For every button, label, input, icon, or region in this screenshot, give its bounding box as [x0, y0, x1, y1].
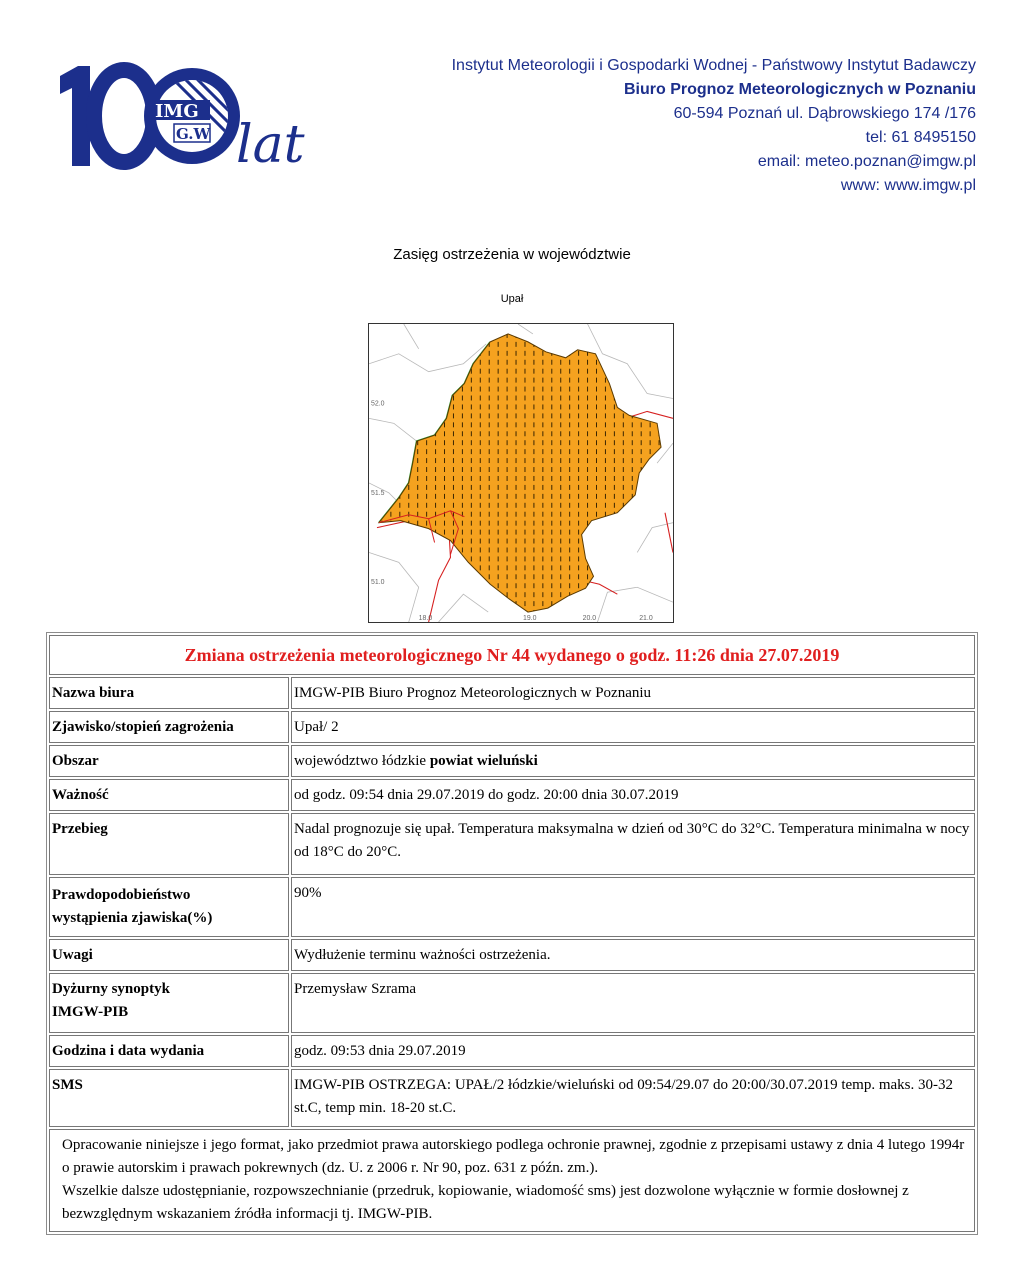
- table-row: [49, 1035, 975, 1067]
- copyright-notice-2: Wszelkie dalsze udostępnianie, rozpowszechnianie (przedruk, kopiowanie, wiadomość sms) jest dozwolone wyłącznie w formie dosłownej z bezwzględnym wskazaniem źródła informacji tj. IMGW-PIB.: [62, 1183, 909, 1222]
- row-label-office: Nazwa biura: [49, 677, 289, 709]
- lon-label-18: 18.0: [418, 615, 433, 622]
- table-row: [49, 677, 975, 709]
- row-label-course: Przebieg: [49, 813, 289, 875]
- table-row: [49, 877, 975, 937]
- org-address: 60-594 Poznań ul. Dąbrowskiego 174 /176: [673, 105, 976, 122]
- row-label-area: Obszar: [49, 745, 289, 777]
- lon-label-21: 21.0: [639, 615, 653, 622]
- org-office-name: Biuro Prognoz Meteorologicznych w Poznaniu: [623, 81, 976, 98]
- lat-label-51: 51.0: [371, 579, 385, 587]
- table-row: [49, 973, 975, 1033]
- row-value-area: [291, 745, 975, 777]
- row-value-phenomenon: Upał/ 2: [291, 711, 975, 743]
- org-email[interactable]: email: meteo.poznan@imgw.pl: [757, 153, 976, 170]
- table-row: [49, 779, 975, 811]
- row-value-course: Nadal prognozuje się upał. Temperatura maksymalna w dzień od 30°C do 32°C. Temperatura minimalna w nocy od 18°C do 20°C.: [291, 813, 975, 875]
- row-value-remarks: Wydłużenie terminu ważności ostrzeżenia.: [291, 939, 975, 971]
- area-voivodeship: województwo łódzkie: [294, 753, 430, 769]
- org-institute-name: Instytut Meteorologii i Gospodarki Wodnej - Państwowy Instytut Badawczy: [451, 57, 976, 74]
- svg-text:IMG: IMG: [155, 101, 199, 122]
- row-value-forecaster: Przemysław Szrama: [291, 973, 975, 1033]
- row-value-probability: 90%: [291, 877, 975, 937]
- lat-label-51-5: 51.5: [371, 489, 385, 497]
- table-row: [49, 1069, 975, 1127]
- area-county: powiat wieluński: [429, 753, 538, 769]
- organization-contact-block: [376, 54, 976, 198]
- row-label-remarks: Uwagi: [49, 939, 289, 971]
- warning-table: [46, 632, 978, 1235]
- map-phenomenon-caption: Upał: [500, 293, 524, 305]
- table-row: [49, 745, 975, 777]
- lat-label-52: 52.0: [371, 400, 385, 408]
- table-row: [49, 813, 975, 875]
- org-phone: tel: 61 8495150: [865, 129, 976, 146]
- svg-text:lat: lat: [236, 115, 305, 175]
- row-label-phenomenon: Zjawisko/stopień zagrożenia: [49, 711, 289, 743]
- imgw-100-years-logo: [56, 62, 312, 176]
- row-label-forecaster: Dyżurny synoptyk IMGW-PIB: [49, 973, 289, 1033]
- copyright-notice-1: Opracowanie niniejsze i jego format, jako przedmiot prawa autorskiego podlega ochronie prawnej, zgodnie z przepisami ustawy z dnia 4 lutego 1994r o prawie autorskim i prawach pokrewnych (dz. U. z 2006 r. Nr 90, poz. 631 z późn. zm.).: [62, 1137, 965, 1176]
- row-value-validity: od godz. 09:54 dnia 29.07.2019 do godz. 20:00 dnia 30.07.2019: [291, 779, 975, 811]
- org-website[interactable]: www: www.imgw.pl: [840, 177, 976, 194]
- warning-area-map: [368, 323, 674, 623]
- svg-text:G.W: G.W: [176, 125, 211, 143]
- table-row: [49, 711, 975, 743]
- row-label-issued: Godzina i data wydania: [49, 1035, 289, 1067]
- lon-label-19: 19.0: [522, 615, 537, 622]
- copyright-notice: [49, 1129, 975, 1232]
- map-section-title: Zasięg ostrzeżenia w województwie: [393, 246, 631, 263]
- table-row: [49, 1129, 975, 1232]
- warning-heading: Zmiana ostrzeżenia meteorologicznego Nr 44 wydanego o godz. 11:26 dnia 27.07.2019: [49, 635, 975, 675]
- row-value-office: IMGW-PIB Biuro Prognoz Meteorologicznych w Poznaniu: [291, 677, 975, 709]
- row-value-issued: godz. 09:53 dnia 29.07.2019: [291, 1035, 975, 1067]
- table-row: [49, 939, 975, 971]
- row-label-validity: Ważność: [49, 779, 289, 811]
- row-label-probability: Prawdopodobieństwo wystąpienia zjawiska(%): [49, 877, 289, 937]
- row-label-sms: SMS: [49, 1069, 289, 1127]
- row-value-sms: IMGW-PIB OSTRZEGA: UPAŁ/2 łódzkie/wieluński od 09:54/29.07 do 20:00/30.07.2019 temp. maks. 30-32 st.C, temp min. 18-20 st.C.: [291, 1069, 975, 1127]
- lon-label-20: 20.0: [582, 615, 597, 622]
